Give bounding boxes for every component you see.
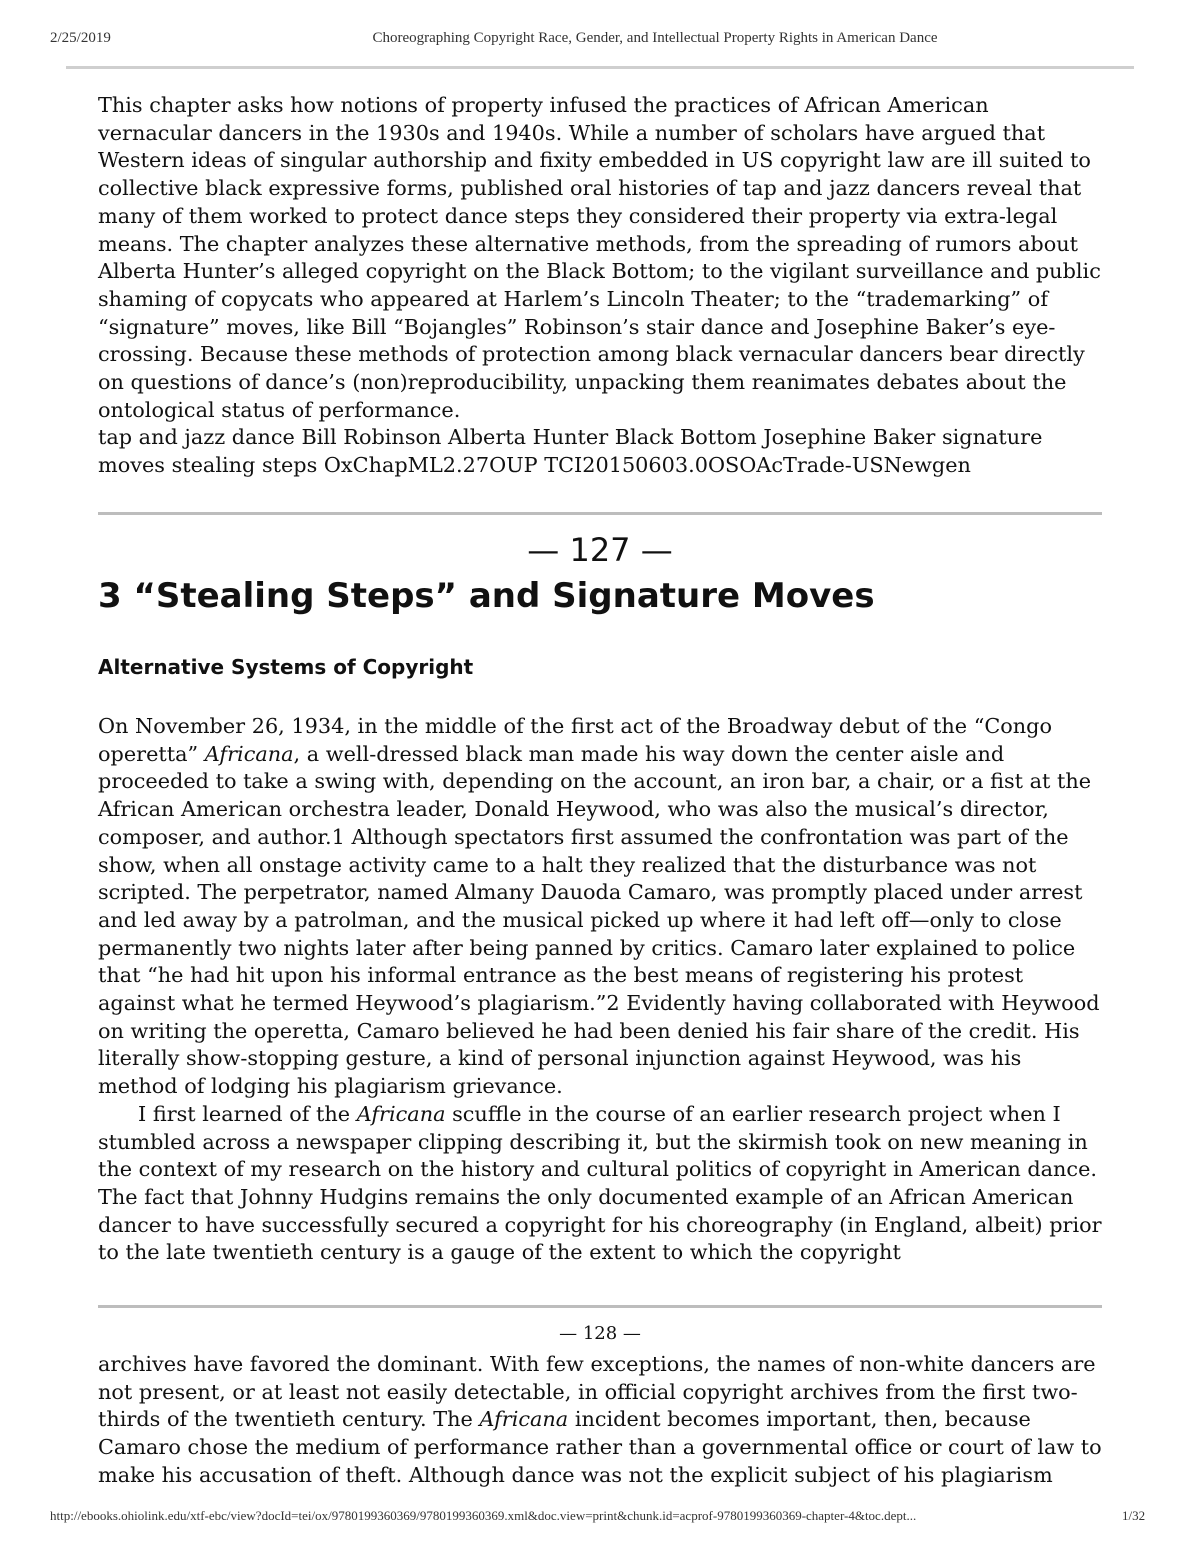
paragraph-2-text-a: I first learned of the [138,1101,357,1126]
body-text [98,713,1104,1267]
abstract [98,92,1104,480]
footer-url[interactable]: http://ebooks.ohiolink.edu/xtf-ebc/view?docId=tei/ox/9780199360369/9780199360369.xml&doc.view=print&chunk.id=acprof-9780199360369-chapter-4&toc.dept... [50,1508,917,1523]
africana-italic: Africana [479,1407,569,1432]
africana-italic: Africana [356,1101,446,1126]
footer-page-number: 1/32 [1122,1508,1146,1523]
page-marker-127: — 127 — [527,531,673,569]
paragraph-3-text-b: incident becomes important, then, because Camaro chose the medium of performance rather than a governmental office or court of law to make his accusation of theft. Although dance was not the explicit subject of his plagiarism [98,1407,1102,1487]
abstract-keywords: tap and jazz dance Bill Robinson Alberta Hunter Black Bottom Josephine Baker signature moves stealing steps OxChapML2.27OUP TCI20150603.0OSOAcTrade-USNewgen [98,425,1043,478]
chapter-title: 3 “Stealing Steps” and Signature Moves [98,576,875,616]
paragraph-3 [98,1351,1104,1490]
paragraph-1 [98,713,1104,1101]
header-title: Choreographing Copyright Race, Gender, and Intellectual Property Rights in American Dance [372,30,938,46]
body-text-continued [98,1351,1104,1490]
page-divider [98,1305,1102,1308]
paragraph-1-text-a: On November 26, 1934, in the middle of the first act of the Broadway debut of the “Congo operetta” [98,714,1053,766]
paragraph-2-text-b: scuffle in the course of an earlier research project when I stumbled across a newspaper clipping describing it, but the skirmish took on new meaning in the context of my research on the history and cultural politics of copyright in American dance. The fact that Johnny Hudgins remains the only documented example of an African American dancer to have successfully secured a copyright for his choreography (in England, albeit) prior to the late twentieth century is a gauge of the extent to which the copyright [98,1101,1102,1265]
paragraph-3-text-a: archives have favored the dominant. With few exceptions, the names of non-white dancers are not present, or at least not easily detectable, in official copyright archives from the first two-thirds of the twentieth century. The [98,1352,1096,1432]
abstract-text: This chapter asks how notions of property infused the practices of African American vernacular dancers in the 1930s and 1940s. While a number of scholars have argued that Western ideas of singular authorship and fixity embedded in US copyright law are ill suited to collective black expressive forms, published oral histories of tap and jazz dancers reveal that many of them worked to protect dance steps they considered their property via extra-legal means. The chapter analyzes these alternative methods, from the spreading of rumors about Alberta Hunter’s alleged copyright on the Black Bottom; to the vigilant surveillance and public shaming of copycats who appeared at Harlem’s Lincoln Theater; to the “trademarking” of “signature” moves, like Bill “Bojangles” Robinson’s stair dance and Josephine Baker’s eye-crossing. Because these methods of protection among black vernacular dancers bear directly on questions of dance’s (non)reproducibility, unpacking them reanimates debates about the ontological status of performance. [98,93,1101,422]
page-marker-128: — 128 — [559,1323,641,1344]
page-divider [98,512,1102,515]
paragraph-1-text-b: , a well-dressed black man made his way down the center aisle and proceeded to take a swing with, depending on the account, an iron bar, a chair, or a fist at the African American orchestra leader, Donald Heywood, who was also the musical’s director, composer, and author.1 Although spectators first assumed the confrontation was part of the show, when all onstage activity came to a halt they realized that the disturbance was not scripted. The perpetrator, named Almany Dauoda Camaro, was promptly placed under arrest and led away by a patrolman, and the musical picked up where it had left off—only to close permanently two nights later after being panned by critics. Camaro later explained to police that “he had hit upon his informal entrance as the best means of registering his protest against what he termed Heywood’s plagiarism.”2 Evidently having collaborated with Heywood on writing the operetta, Camaro believed he had been denied his fair share of the credit. His literally show-stopping gesture, a kind of personal injunction against Heywood, was his method of lodging his plagiarism grievance. [98,741,1100,1099]
header-divider [66,66,1134,69]
header-date: 2/25/2019 [50,30,111,46]
section-title: Alternative Systems of Copyright [98,655,474,679]
africana-italic: Africana [204,741,294,766]
paragraph-2 [98,1101,1104,1267]
